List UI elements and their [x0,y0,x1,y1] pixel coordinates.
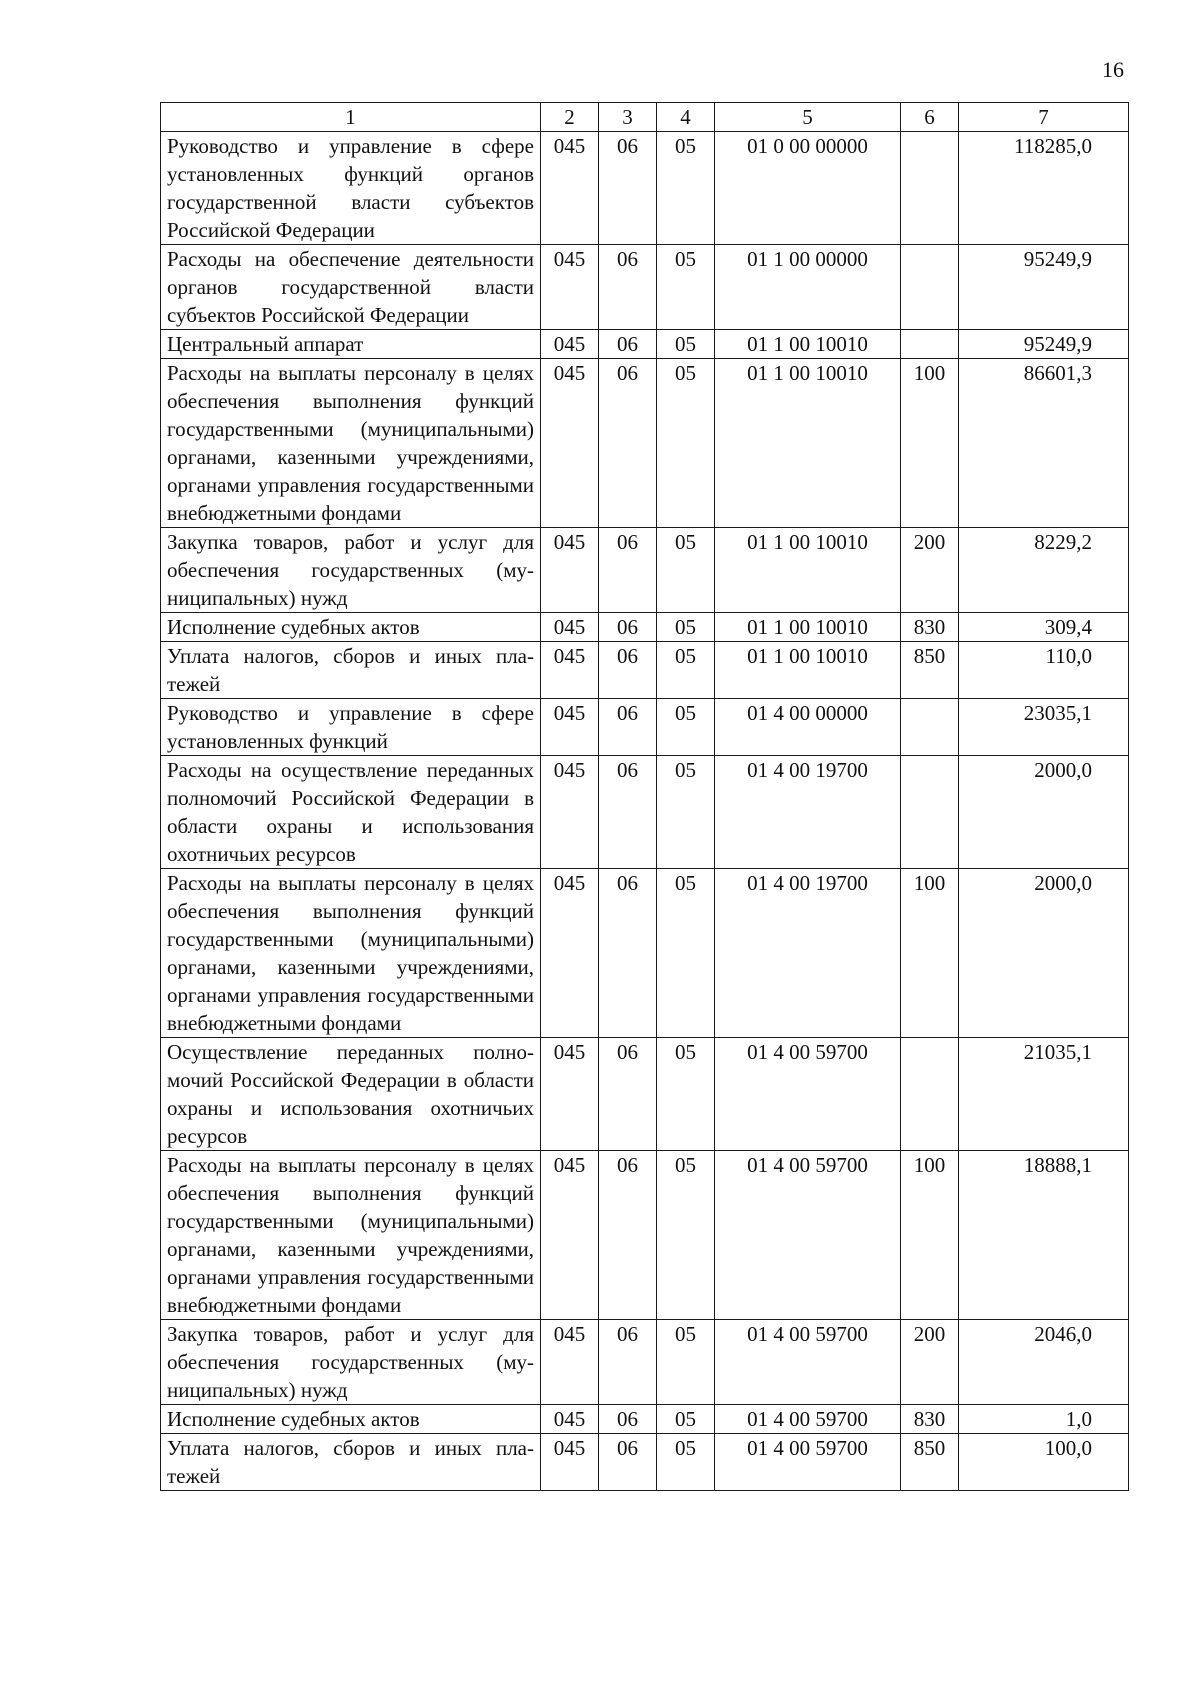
cell-name: Закупка товаров, работ и услуг для обеспечения государственных (муниципальных) нужд [161,528,541,613]
cell-subsection-code: 05 [657,613,715,642]
cell-name: Уплата налогов, сборов и иных платежей [161,642,541,699]
cell-amount: 86601,3 [959,359,1129,528]
cell-section-code: 06 [599,359,657,528]
cell-expense-type: 100 [901,869,959,1038]
cell-section-code: 06 [599,528,657,613]
cell-expense-type: 200 [901,1320,959,1405]
table-row [161,330,1129,359]
cell-subsection-code: 05 [657,699,715,756]
table-row [161,1405,1129,1434]
cell-section-code: 06 [599,132,657,245]
cell-expense-type: 830 [901,1405,959,1434]
cell-grbs-code: 045 [541,245,599,330]
cell-grbs-code: 045 [541,132,599,245]
cell-expense-type: 100 [901,1151,959,1320]
page-number: 16 [1102,57,1124,82]
cell-target-article: 01 1 00 10010 [715,613,901,642]
cell-section-code: 06 [599,330,657,359]
cell-expense-type: 830 [901,613,959,642]
cell-name: Расходы на выплаты персоналу в целях обеспечения выполнения функций государственными (муниципальными) органами, казенными учреждениями, органами управления государственными внебюджетными фондами [161,359,541,528]
cell-section-code: 06 [599,869,657,1038]
cell-amount: 100,0 [959,1434,1129,1491]
table-row [161,245,1129,330]
cell-expense-type [901,756,959,869]
cell-expense-type [901,245,959,330]
table-row [161,1151,1129,1320]
cell-amount: 309,4 [959,613,1129,642]
cell-grbs-code: 045 [541,359,599,528]
cell-subsection-code: 05 [657,359,715,528]
cell-subsection-code: 05 [657,756,715,869]
cell-section-code: 06 [599,1320,657,1405]
cell-target-article: 01 4 00 00000 [715,699,901,756]
cell-amount: 110,0 [959,642,1129,699]
cell-target-article: 01 4 00 19700 [715,756,901,869]
cell-subsection-code: 05 [657,245,715,330]
column-header-1: 1 [161,103,541,132]
cell-target-article: 01 4 00 59700 [715,1320,901,1405]
table-header-row [161,103,1129,132]
cell-amount: 23035,1 [959,699,1129,756]
cell-subsection-code: 05 [657,528,715,613]
cell-expense-type: 850 [901,1434,959,1491]
cell-grbs-code: 045 [541,1434,599,1491]
cell-expense-type [901,1038,959,1151]
cell-amount: 2000,0 [959,869,1129,1038]
cell-grbs-code: 045 [541,1151,599,1320]
cell-name: Расходы на осуществление переданных полномочий Российской Федерации в области охраны и использования охотничьих ресурсов [161,756,541,869]
table-row [161,359,1129,528]
cell-name: Расходы на обеспечение деятельности органов государственной власти субъектов Российской Федерации [161,245,541,330]
cell-subsection-code: 05 [657,1038,715,1151]
cell-target-article: 01 0 00 00000 [715,132,901,245]
table-row [161,1434,1129,1491]
cell-grbs-code: 045 [541,330,599,359]
table-row [161,528,1129,613]
cell-section-code: 06 [599,1405,657,1434]
cell-expense-type [901,330,959,359]
cell-section-code: 06 [599,1434,657,1491]
cell-target-article: 01 1 00 10010 [715,359,901,528]
cell-grbs-code: 045 [541,1405,599,1434]
cell-subsection-code: 05 [657,869,715,1038]
cell-name: Уплата налогов, сборов и иных платежей [161,1434,541,1491]
cell-expense-type: 200 [901,528,959,613]
cell-grbs-code: 045 [541,699,599,756]
table-row [161,132,1129,245]
cell-subsection-code: 05 [657,1434,715,1491]
column-header-3: 3 [599,103,657,132]
cell-subsection-code: 05 [657,330,715,359]
cell-grbs-code: 045 [541,528,599,613]
column-header-4: 4 [657,103,715,132]
cell-target-article: 01 4 00 59700 [715,1405,901,1434]
cell-name: Руководство и управление в сфере установленных функций органов государственной власти субъектов Российской Федерации [161,132,541,245]
cell-section-code: 06 [599,1038,657,1151]
table-row [161,869,1129,1038]
cell-amount: 8229,2 [959,528,1129,613]
cell-amount: 95249,9 [959,330,1129,359]
cell-section-code: 06 [599,756,657,869]
cell-amount: 18888,1 [959,1151,1129,1320]
cell-expense-type: 100 [901,359,959,528]
cell-grbs-code: 045 [541,1038,599,1151]
cell-target-article: 01 1 00 00000 [715,245,901,330]
cell-section-code: 06 [599,245,657,330]
cell-grbs-code: 045 [541,642,599,699]
cell-subsection-code: 05 [657,1320,715,1405]
cell-subsection-code: 05 [657,1151,715,1320]
cell-grbs-code: 045 [541,756,599,869]
cell-target-article: 01 4 00 59700 [715,1434,901,1491]
cell-expense-type [901,132,959,245]
table-row [161,756,1129,869]
table-row [161,642,1129,699]
cell-grbs-code: 045 [541,1320,599,1405]
column-header-6: 6 [901,103,959,132]
table-row [161,1320,1129,1405]
table-row [161,699,1129,756]
table-row [161,1038,1129,1151]
cell-amount: 2000,0 [959,756,1129,869]
cell-name: Осуществление переданных полномочий Российской Федерации в области охраны и использования охотничьих ресурсов [161,1038,541,1151]
table-row [161,613,1129,642]
cell-name: Расходы на выплаты персоналу в целях обеспечения выполнения функций государственными (муниципальными) органами, казенными учреждениями, органами управления государственными внебюджетными фондами [161,869,541,1038]
cell-section-code: 06 [599,1151,657,1320]
column-header-7: 7 [959,103,1129,132]
cell-name: Закупка товаров, работ и услуг для обеспечения государственных (муниципальных) нужд [161,1320,541,1405]
cell-name: Исполнение судебных актов [161,613,541,642]
cell-amount: 95249,9 [959,245,1129,330]
cell-amount: 2046,0 [959,1320,1129,1405]
cell-target-article: 01 4 00 19700 [715,869,901,1038]
cell-target-article: 01 1 00 10010 [715,528,901,613]
cell-target-article: 01 4 00 59700 [715,1151,901,1320]
cell-grbs-code: 045 [541,869,599,1038]
cell-section-code: 06 [599,613,657,642]
cell-subsection-code: 05 [657,642,715,699]
cell-subsection-code: 05 [657,132,715,245]
cell-amount: 21035,1 [959,1038,1129,1151]
budget-table [160,102,1129,1491]
cell-target-article: 01 1 00 10010 [715,330,901,359]
cell-amount: 1,0 [959,1405,1129,1434]
cell-name: Центральный аппарат [161,330,541,359]
cell-subsection-code: 05 [657,1405,715,1434]
cell-grbs-code: 045 [541,613,599,642]
cell-section-code: 06 [599,699,657,756]
cell-target-article: 01 1 00 10010 [715,642,901,699]
cell-name: Исполнение судебных актов [161,1405,541,1434]
column-header-2: 2 [541,103,599,132]
cell-target-article: 01 4 00 59700 [715,1038,901,1151]
cell-name: Расходы на выплаты персоналу в целях обеспечения выполнения функций государственными (муниципальными) органами, казенными учреждениями, органами управления государственными внебюджетными фондами [161,1151,541,1320]
cell-name: Руководство и управление в сфере установленных функций [161,699,541,756]
table-body [161,132,1129,1491]
column-header-5: 5 [715,103,901,132]
cell-expense-type: 850 [901,642,959,699]
cell-amount: 118285,0 [959,132,1129,245]
cell-section-code: 06 [599,642,657,699]
cell-expense-type [901,699,959,756]
